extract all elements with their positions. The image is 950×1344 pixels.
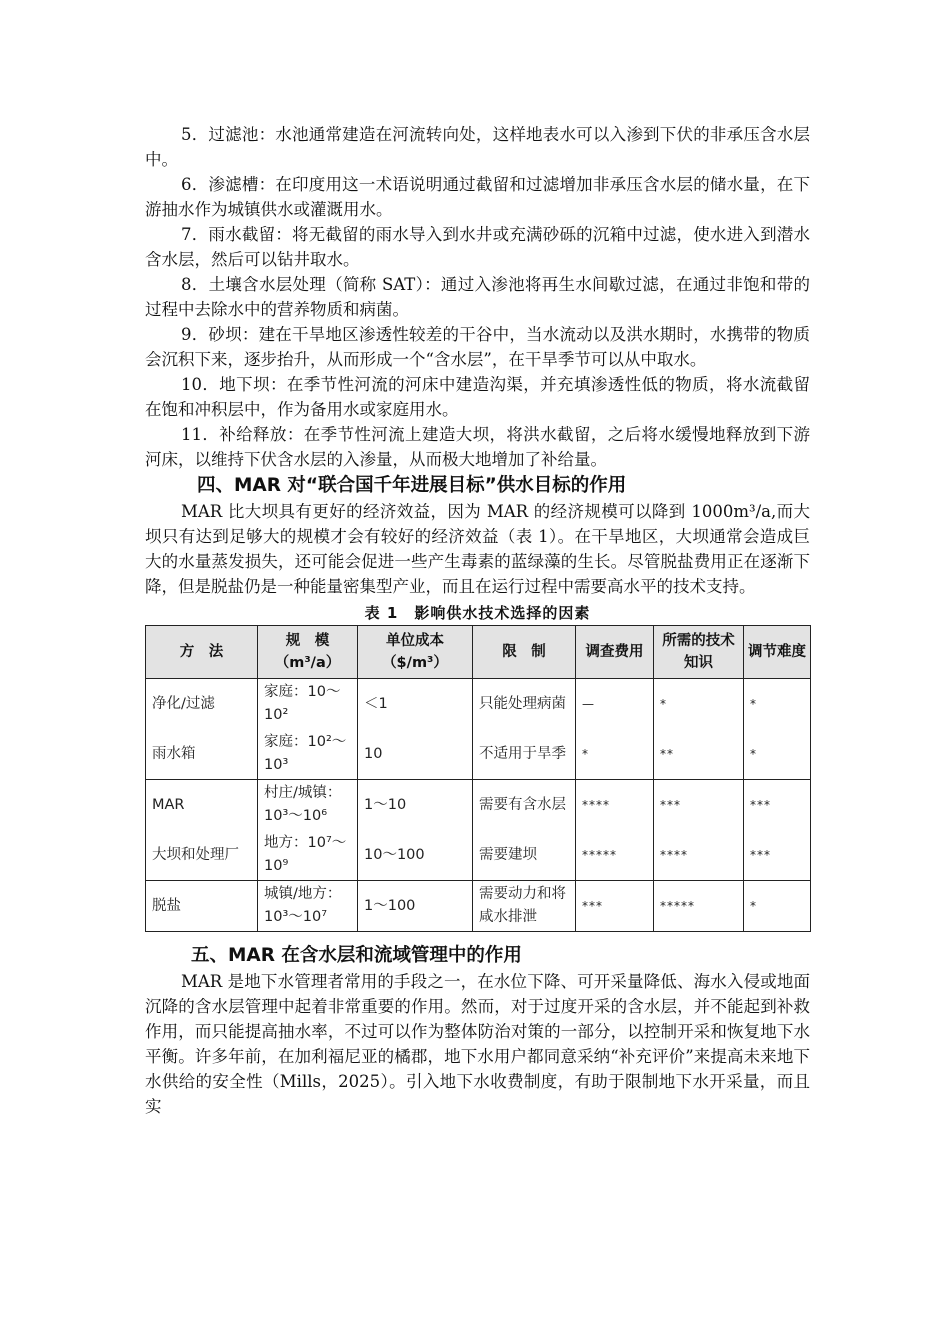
document-page: [145, 122, 810, 1119]
table-row: [146, 830, 811, 881]
header-limitation: 限 制: [473, 626, 576, 679]
cell-survey-cost: ****: [576, 780, 654, 831]
cell-scale: 家庭：10～10²: [258, 679, 358, 730]
table-row: [146, 780, 811, 831]
header-unit-cost: 单位成本（$/m³）: [358, 626, 473, 679]
paragraph-item-6: 6．渗滤槽：在印度用这一术语说明通过截留和过滤增加非承压含水层的储水量，在下游抽水作为城镇供水或灌溉用水。: [145, 175, 810, 219]
cell-method: MAR: [146, 780, 258, 831]
section-5-paragraph: MAR 是地下水管理者常用的手段之一，在水位下降、可开采量降低、海水入侵或地面沉降的含水层管理中起着非常重要的作用。然而，对于过度开采的含水层，并不能起到补救作用，而只能提高抽水率，不过可以作为整体防治对策的一部分，以控制开采和恢复地下水平衡。许多年前，在加利福尼亚的橘郡，地下水用户都同意采纳“补充评价”来提高未来地下水供给的安全性（Mills，2025）。引入地下水收费制度，有助于限制地下水开采量，而且实: [145, 972, 810, 1116]
cell-tech-knowledge: *: [654, 679, 744, 730]
cell-regulation-difficulty: ***: [744, 780, 811, 831]
cell-regulation-difficulty: *: [744, 679, 811, 730]
section-4-paragraph: MAR 比大坝具有更好的经济效益，因为 MAR 的经济规模可以降到 1000m³/a,而大坝只有达到足够大的规模才会有较好的经济效益（表 1）。在干旱地区，大坝通常会造成巨大的水量蒸发损失，还可能会促进一些产生毒素的蓝绿藻的生长。尽管脱盐费用正在逐渐下降，但是脱盐仍是一种能量密集型产业，而且在运行过程中需要高水平的技术支持。: [145, 502, 810, 596]
cell-limitation: 需要建坝: [473, 830, 576, 881]
cell-survey-cost: —: [576, 679, 654, 730]
header-scale: 规 模（m³/a）: [258, 626, 358, 679]
table-row: [146, 881, 811, 932]
cell-unit-cost: 1～100: [358, 881, 473, 932]
header-method: 方 法: [146, 626, 258, 679]
header-survey-cost: 调查费用: [576, 626, 654, 679]
cell-tech-knowledge: *****: [654, 881, 744, 932]
cell-method: 脱盐: [146, 881, 258, 932]
table-row: [146, 679, 811, 730]
cell-limitation: 不适用于旱季: [473, 729, 576, 780]
table-header-row: [146, 626, 811, 679]
header-regulation-difficulty: 调节难度: [744, 626, 811, 679]
cell-unit-cost: 10～100: [358, 830, 473, 881]
cell-scale: 城镇/地方：10³～10⁷: [258, 881, 358, 932]
cell-method: 大坝和处理厂: [146, 830, 258, 881]
cell-unit-cost: ＜1: [358, 679, 473, 730]
cell-tech-knowledge: ****: [654, 830, 744, 881]
paragraph-item-11: 11．补给释放：在季节性河流上建造大坝，将洪水截留，之后将水缓慢地释放到下游河床，以维持下伏含水层的入渗量，从而极大地增加了补给量。: [145, 425, 810, 469]
cell-unit-cost: 1～10: [358, 780, 473, 831]
section-4-heading: 四、MAR 对“联合国千年进展目标”供水目标的作用: [197, 475, 627, 496]
cell-survey-cost: ***: [576, 881, 654, 932]
cell-scale: 地方：10⁷～10⁹: [258, 830, 358, 881]
paragraph-item-7: 7．雨水截留：将无截留的雨水导入到水井或充满砂砾的沉箱中过滤，使水进入到潜水含水层，然后可以钻井取水。: [145, 225, 810, 269]
cell-limitation: 只能处理病菌: [473, 679, 576, 730]
cell-survey-cost: *****: [576, 830, 654, 881]
paragraph-item-10: 10．地下坝：在季节性河流的河床中建造沟渠，并充填渗透性低的物质，将水流截留在饱和冲积层中，作为备用水或家庭用水。: [145, 375, 810, 419]
factors-table: [145, 625, 811, 932]
cell-survey-cost: *: [576, 729, 654, 780]
cell-regulation-difficulty: *: [744, 729, 811, 780]
cell-unit-cost: 10: [358, 729, 473, 780]
table-row: [146, 729, 811, 780]
paragraph-item-8: 8．土壤含水层处理（简称 SAT）：通过入渗池将再生水间歇过滤，在通过非饱和带的过程中去除水中的营养物质和病菌。: [145, 275, 810, 319]
cell-method: 净化/过滤: [146, 679, 258, 730]
paragraph-item-5: 5．过滤池：水池通常建造在河流转向处，这样地表水可以入渗到下伏的非承压含水层中。: [145, 125, 810, 169]
section-5-heading: 五、MAR 在含水层和流域管理中的作用: [191, 945, 522, 966]
header-tech-knowledge: 所需的技术知识: [654, 626, 744, 679]
cell-scale: 村庄/城镇：10³～10⁶: [258, 780, 358, 831]
cell-method: 雨水箱: [146, 729, 258, 780]
cell-limitation: 需要动力和将咸水排泄: [473, 881, 576, 932]
table-caption: 表 1 影响供水技术选择的因素: [364, 604, 591, 622]
cell-tech-knowledge: **: [654, 729, 744, 780]
cell-scale: 家庭：10²～10³: [258, 729, 358, 780]
paragraph-item-9: 9．砂坝：建在干旱地区渗透性较差的干谷中，当水流动以及洪水期时，水携带的物质会沉积下来，逐步抬升，从而形成一个“含水层”，在干旱季节可以从中取水。: [145, 325, 810, 369]
cell-limitation: 需要有含水层: [473, 780, 576, 831]
cell-regulation-difficulty: ***: [744, 830, 811, 881]
cell-tech-knowledge: ***: [654, 780, 744, 831]
cell-regulation-difficulty: *: [744, 881, 811, 932]
